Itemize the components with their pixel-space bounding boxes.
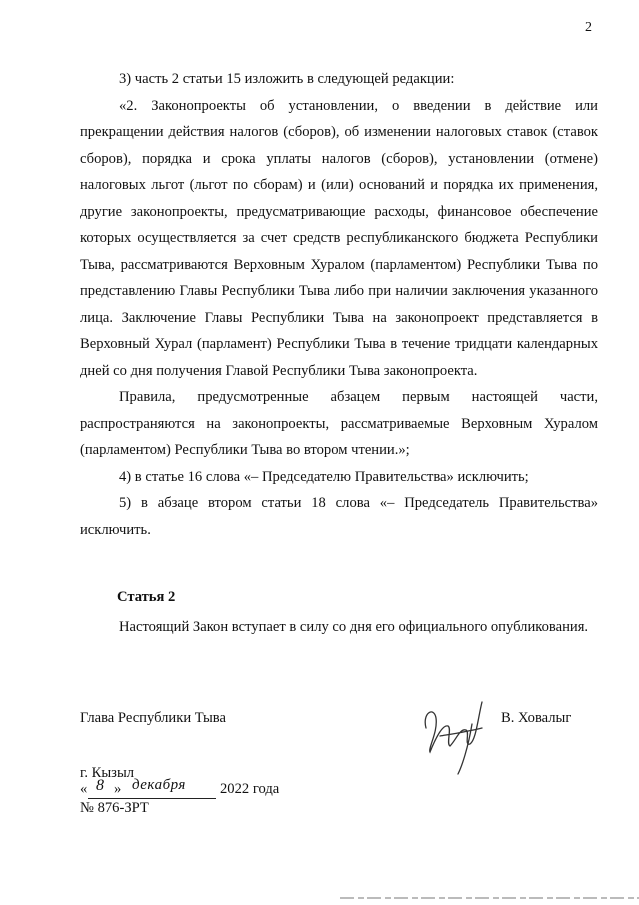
law-number: № 876-ЗРТ — [80, 800, 149, 816]
place-of-signing: г. Кызыл — [80, 765, 135, 781]
signer-title: Глава Республики Тыва — [80, 710, 226, 726]
date-year: 2022 года — [220, 781, 280, 797]
date-open-quote: « — [80, 781, 88, 797]
paragraph-item-3: 3) часть 2 статьи 15 изложить в следующей редакции: — [119, 71, 455, 87]
document-body — [80, 66, 598, 543]
article-heading: Статья 2 — [117, 589, 176, 605]
signer-name: В. Ховалыг — [501, 710, 572, 726]
article-body — [80, 614, 598, 641]
date-close-quote: » — [114, 781, 122, 797]
date-month: декабря — [132, 777, 186, 793]
page-number: 2 — [585, 20, 592, 35]
scan-bottom-rule — [340, 896, 639, 900]
paragraph-item-5: 5) в абзаце втором статьи 18 слова «– Председатель Правительства» исключить. — [80, 495, 598, 538]
paragraph-quoted-part-2: «2. Законопроекты об установлении, о введении в действие или прекращении действия налогов (сборов), об изменении налоговых ставок (ставок сборов), порядка и срока уплаты налогов (сборов), установлении (отмене) налоговых льгот (льгот по сборам) и (или) оснований и порядка их применения, другие законопроекты, предусматривающие расходы, финансовое обеспечение которых осуществляется за счет средств республиканского бюджета Республики Тыва, рассматриваются Верховным Хуралом (парламентом) Республики Тыва по представлению Главы Республики Тыва либо при наличии заключения указанного лица. Заключение Главы Республики Тыва на законопроект представляется в Верховный Хурал (парламент) Республики Тыва в течение тридцати календарных дней со дня получения Главой Республики Тыва законопроекта. — [80, 97, 598, 379]
paragraph-item-4: 4) в статье 16 слова «– Председателю Правительства» исключить; — [119, 468, 529, 485]
paragraph-rules: Правила, предусмотренные абзацем первым настоящей части, распространяются на законопроекты, рассматриваемые Верховным Хуралом (парламентом) Республики Тыва во втором чтении.»; — [80, 389, 598, 458]
date-underline — [88, 798, 216, 799]
handwritten-signature — [412, 688, 492, 778]
date-day: 8 — [96, 777, 104, 794]
article-text: Настоящий Закон вступает в силу со дня его официального опубликования. — [119, 619, 589, 635]
